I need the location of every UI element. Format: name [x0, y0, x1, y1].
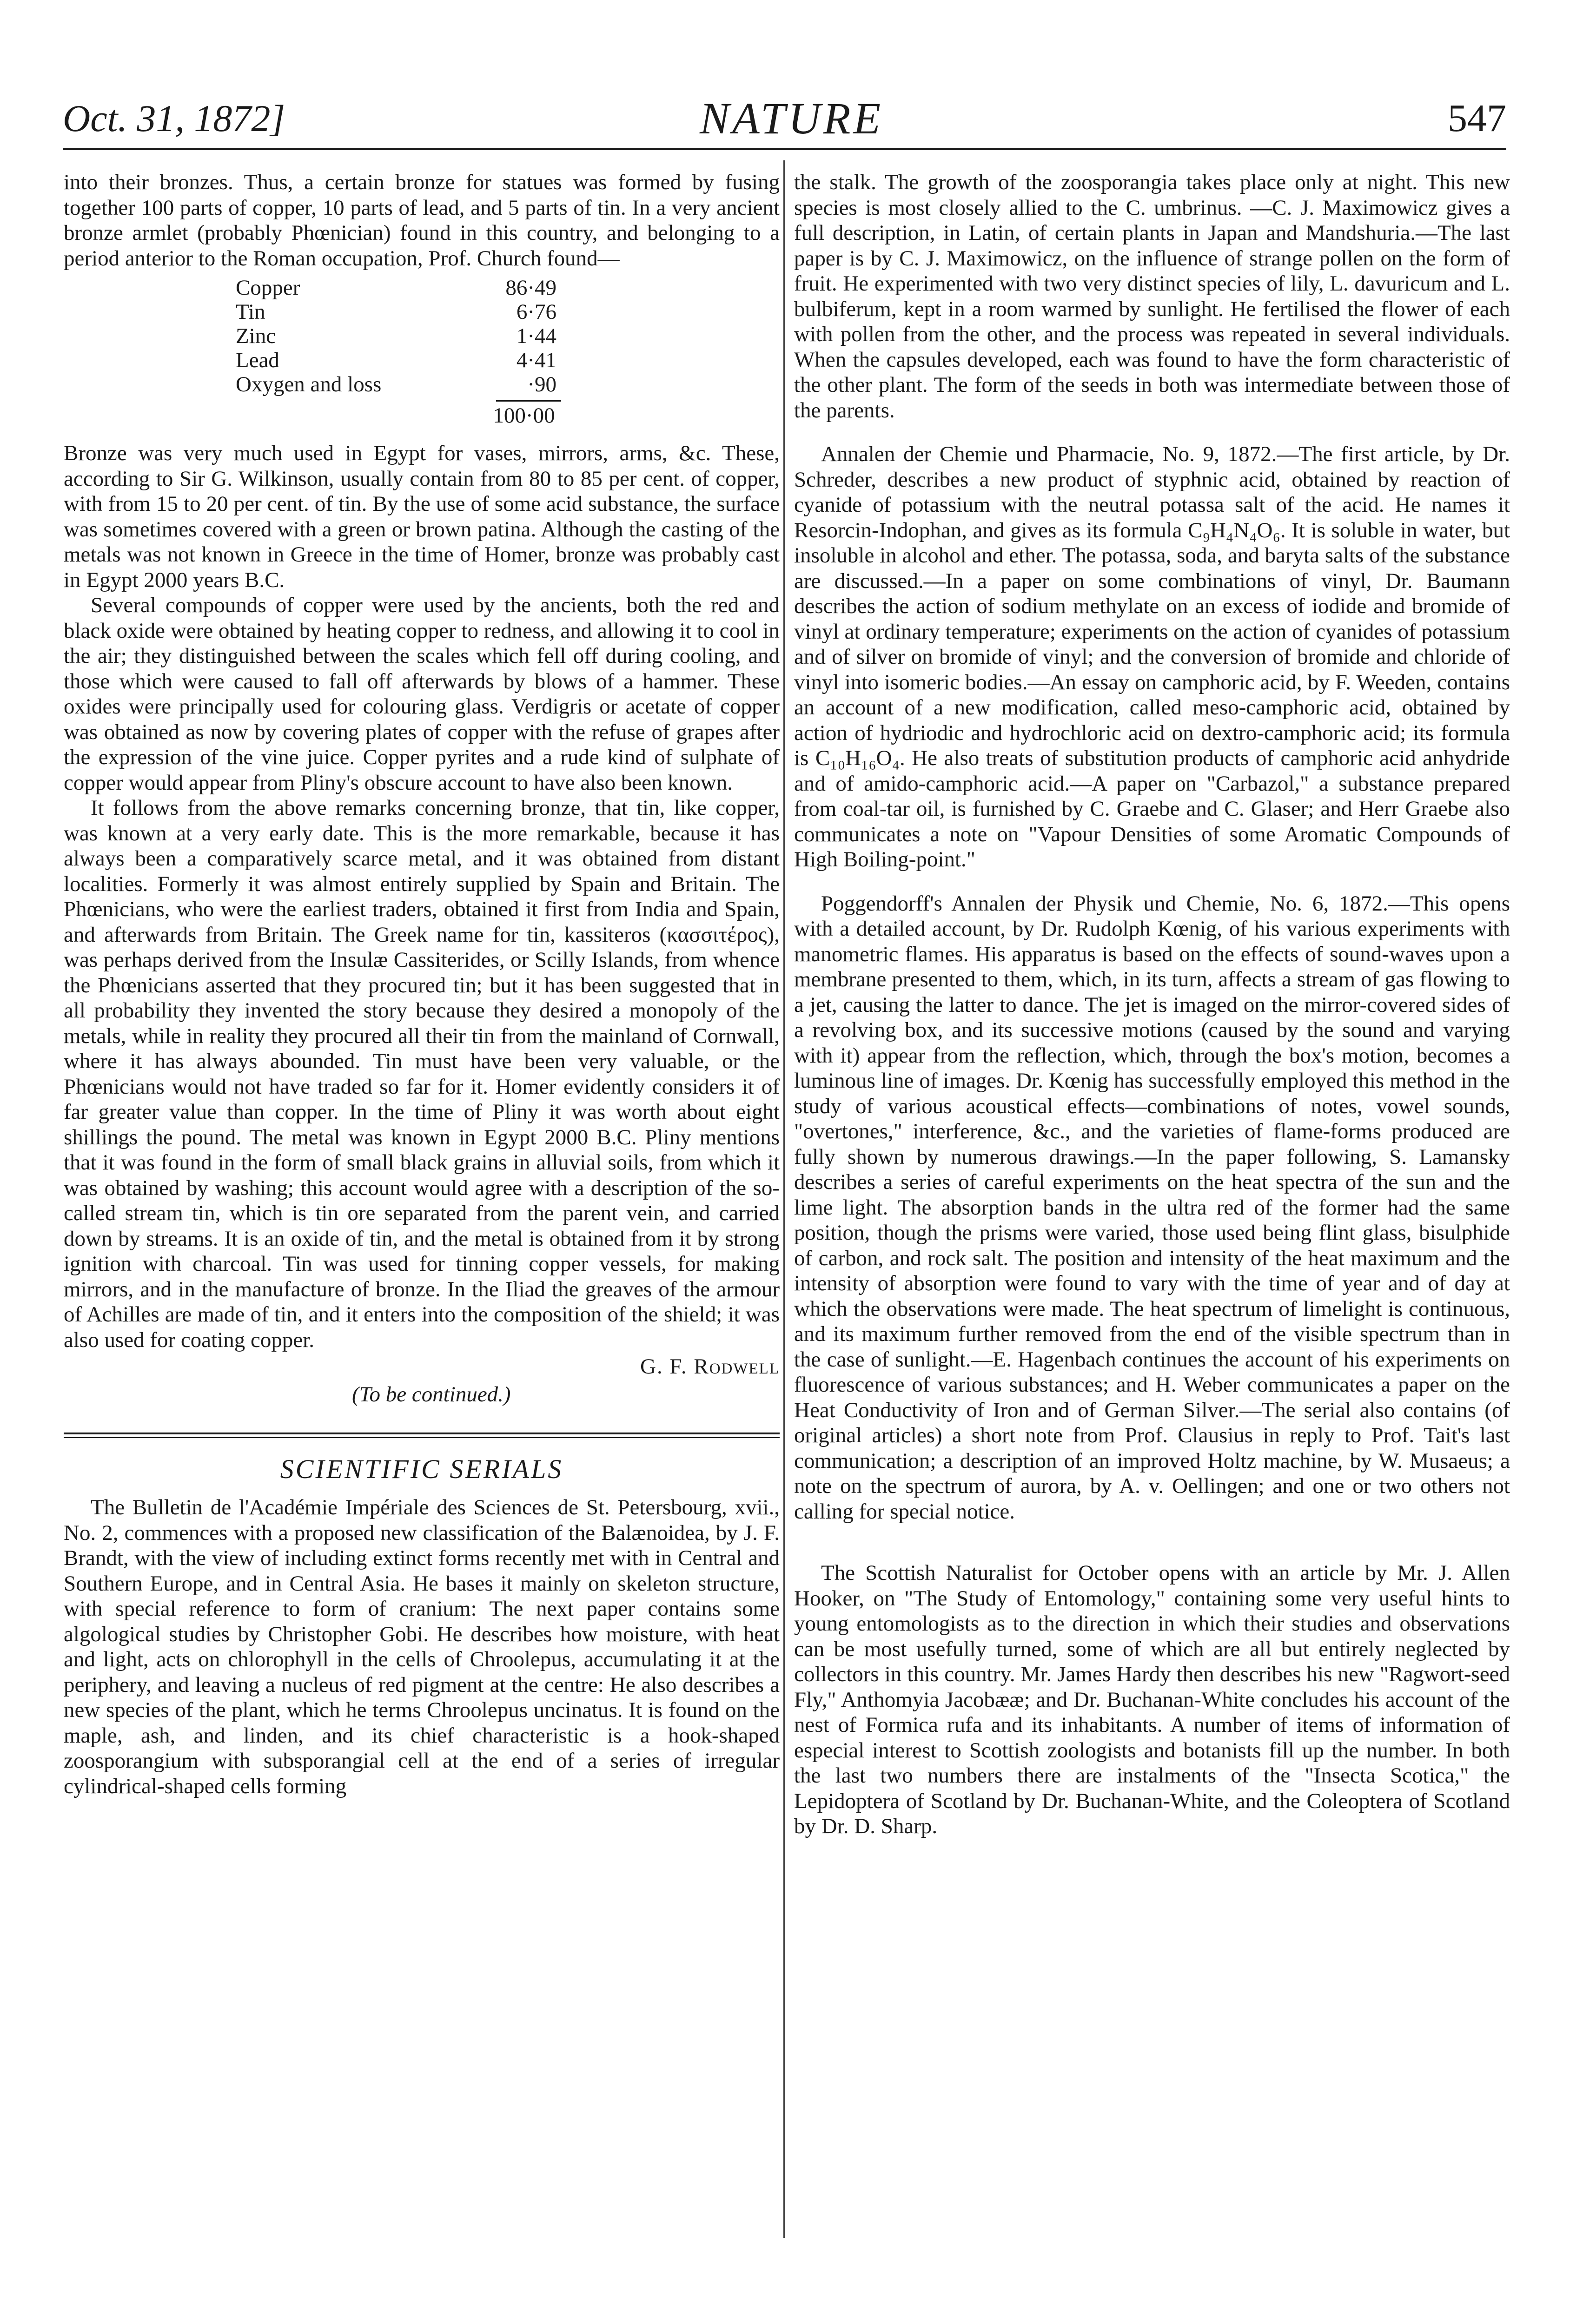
metal-name: Zinc [236, 324, 276, 348]
author-signature: G. F. Rodwell [640, 1354, 780, 1379]
section-heading: SCIENTIFIC SERIALS [280, 1454, 563, 1484]
paragraph-intro: into their bronzes. Thus, a certain bronze for statues was formed by fusing together 100 parts of copper, 10 parts of lead, and 5 parts of tin. In a very ancient bronze armlet (probably Phœnician) found in this country, and belonging to a period anterior to the Roman occupation, Prof. Church found— [64, 170, 780, 271]
paragraph-annalen-chemie: Annalen der Chemie und Pharmacie, No. 9, 1872.—The first article, by Dr. Schreder, describes a new product of styphnic acid, obtained by reaction of cyanide of potassium with the neutral potassa salt of the acid. He names it Resorcin-Indophan, and gives as its formula C₉H₄N₄O₆. It is soluble in water, but insoluble in alcohol and ether. The potassa, soda, and baryta salts of the substance are discussed.—In a paper on some combinations of vinyl, Dr. Baumann describes the action of sodium methylate on an excess of iodide and bromide of vinyl at ordinary temperature; experiments on the action of cyanides of potassium and of silver on bromide of vinyl; and the conversion of bromide and chloride of vinyl into isomeric bodies.—An essay on camphoric acid, by F. Weeden, contains an account of a new modification, called meso-camphoric acid, obtained by action of hydriodic and hydrochloric acid on dextro-camphoric acid; its formula is C₁₀H₁₆O₄. He also treats of substitution products of camphoric acid anhydride and of amido-camphoric acid.—A paper on "Carbazol," a substance prepared from coal-tar oil, is furnished by C. Graebe and C. Glaser; and Herr Graebe also communicates a note on "Vapour Densities of some Aromatic Compounds of High Boiling-point." [794, 442, 1510, 872]
composition-row [236, 348, 556, 372]
paragraph-poggendorff: Poggendorff's Annalen der Physik und Chemie, No. 6, 1872.—This opens with a detailed account, by Dr. Rudolph Kœnig, of his various experiments with manometric flames. His apparatus is based on the effects of sound-waves upon a membrane presented to them, which, in its turn, affects a stream of gas flowing to a jet, causing the latter to dance. The jet is imaged on the mirror-covered sides of a revolving box, and its successive motions (caused by the sound and varying with it) appear from the reflection, which, through the box's motion, becomes a luminous line of images. Dr. Kœnig has successfully employed this method in the study of various acoustical effects—combinations of notes, vowel sounds, "overtones," interference, &c., and the varieties of flame-forms produced are fully shown by numerous drawings.—In the paper following, S. Lamansky describes a series of careful experiments on the heat spectra of the sun and the lime light. The absorption bands in the ultra red of the former had the same position, though the prisms were varied, those used being flint glass, bisulphide of carbon, and rock salt. The position and intensity of the heat maximum and the intensity of absorption were found to vary with the time of year and of day at which the observations were made. The heat spectrum of limelight is continuous, and its maximum further removed from the end of the visible spectrum than in the case of sunlight.—E. Hagenbach continues the account of his experiments on fluorescence of various substances; and H. Weber communicates a paper on the Heat Conductivity of Iron and of German Silver.—The serial also contains (of original articles) a short note from Prof. Clausius in reply to Prof. Tait's last communication; a description of an improved Holtz machine, by W. Musaeus; a note on the spectrum of aurora, by A. v. Oellingen; and one or two others not calling for special notice. [794, 891, 1510, 1524]
masthead-title: NATURE [699, 93, 884, 143]
issue-date: Oct. 31, 1872] [63, 97, 285, 139]
paragraph-tin: It follows from the above remarks concerning bronze, that tin, like copper, was known at a very early date. This is the more remarkable, because it has always been a comparatively scarce metal, and it was obtained from distant localities. Formerly it was almost entirely supplied by Spain and Britain. The Phœnicians, who were the earliest traders, obtained it first from India and Spain, and afterwards from Britain. The Greek name for tin, kassiteros (κασσιτέρος), was perhaps derived from the Insulæ Cassiterides, or Scilly Islands, from whence the Phœnicians asserted that they procured tin; but it has been suggested that in all probability they invented the story because they desired a monopoly of the metals, while in reality they procured all their tin from the mainland of Cornwall, where it has always abounded. Tin must have been very valuable, or the Phœnicians would not have traded so far for it. Homer evidently considers it of far greater value than copper. In the time of Pliny it was worth about eight shillings the pound. The metal was known in Egypt 2000 B.C. Pliny mentions that it was found in the form of small black grains in alluvial soils, from which it was obtained by washing; this account would agree with a description of the so-called stream tin, which is tin ore separated from the parent vein, and carried down by streams. It is an oxide of tin, and the metal is obtained from it by strong ignition with charcoal. Tin was used for tinning copper vessels, for making mirrors, and in the manufacture of bronze. In the Iliad the greaves of the armour of Achilles are made of tin, and it enters into the composition of the shield; it was also used for coating copper. [64, 796, 780, 1352]
metal-value: 86·49 [505, 276, 556, 300]
paragraph-stalk: the stalk. The growth of the zoosporangia takes place only at night. This new species is most closely allied to the C. umbrinus. —C. J. Maximowicz gives a full description, in Latin, of certain plants in Japan and Mandshuria.—The last paper is by C. J. Maximowicz, on the influence of strange pollen on the form of fruit. He experimented with two very distinct species of lily, L. davuricum and L. bulbiferum, kept in a room warmed by sunlight. He fertilised the flower of each with pollen from the other, and the process was repeated in several individuals. When the capsules developed, each was found to have the form characteristic of the other plant. The form of the seeds in both was intermediate between those of the parents. [794, 170, 1510, 423]
composition-total: 100·00 [493, 403, 555, 428]
paragraph-copper-compounds: Several compounds of copper were used by the ancients, both the red and black oxide were obtained by heating copper to redness, and allowing it to cool in the air; they distinguished between the scales which fell off during cooling, and those which were caused to fall off afterwards by blows of a hammer. These oxides were principally used for colouring glass. Verdigris or acetate of copper was obtained as now by covering plates of copper with the refuse of grapes after the expression of the vine juice. Copper pyrites and a rude kind of sulphate of copper would appear from Pliny's obscure account to have also been known. [64, 593, 780, 795]
composition-row [236, 300, 556, 324]
to-be-continued: (To be continued.) [352, 1382, 511, 1406]
composition-row [236, 324, 556, 348]
column-divider [783, 160, 785, 2238]
metal-value: 4·41 [516, 348, 556, 372]
header-rule [63, 148, 1506, 150]
composition-row [236, 276, 556, 300]
paragraph-bronze-egypt: Bronze was very much used in Egypt for vases, mirrors, arms, &c. These, according to Sir G. Wilkinson, usually contain from 80 to 85 per cent. of copper, with from 15 to 20 per cent. of tin. By the use of some acid substance, the surface was sometimes covered with a green or brown patina. Although the casting of the metals was not known in Greece in the time of Homer, bronze was probably cast in Egypt 2000 years B.C. [64, 441, 780, 592]
metal-name: Tin [236, 300, 265, 324]
paragraph-bulletin: The Bulletin de l'Académie Impériale des Sciences de St. Petersbourg, xvii., No. 2, commences with a proposed new classification of the Balænoidea, by J. F. Brandt, with the view of including extinct forms recently met with in Central and Southern Europe, and in Central Asia. He bases it mainly on skeleton structure, with special reference to form of cranium: The next paper contains some algological studies by Christopher Gobi. He describes how moisture, with heat and light, acts on chlorophyll in the cells of Chroolepus, accumulating it at the periphery, and leaving a nucleus of red pigment at the centre: He also describes a new species of the plant, which he terms Chroolepus uncinatus. It is found on the maple, ash, and linden, and its chief characteristic is a hook-shaped zoosporangium with subsporangial cell at the end of a series of irregular cylindrical-shaped cells forming [64, 1495, 780, 1798]
left-column [64, 170, 780, 1799]
section-separator-thin [64, 1437, 780, 1438]
metal-name: Oxygen and loss [236, 372, 382, 396]
metal-name: Lead [236, 348, 279, 372]
right-column [794, 170, 1510, 1839]
metal-value: 1·44 [516, 324, 556, 348]
paragraph-scottish-naturalist: The Scottish Naturalist for October opens with an article by Mr. J. Allen Hooker, on "The Study of Entomology," containing some very useful hints to young entomologists as to the direction in which their studies and observations can be most usefully turned, some of which are all but entirely neglected by collectors in this country. Mr. James Hardy then describes his new "Ragwort-seed Fly," Anthomyia Jacobææ; and Dr. Buchanan-White concludes his account of the nest of Formica rufa and its inhabitants. A number of items of information of especial interest to Scottish zoologists and botanists fill up the number. In both the last two numbers there are instalments of the "Insecta Scotica," the Lepidoptera of Scotland by Dr. Buchanan-White, and the Coleoptera of Scotland by Dr. D. Sharp. [794, 1561, 1510, 1838]
metal-value: 6·76 [516, 300, 556, 324]
page-number: 547 [1448, 97, 1506, 140]
composition-row [236, 372, 556, 396]
composition-table [236, 276, 556, 429]
metal-name: Copper [236, 276, 300, 300]
section-separator [64, 1433, 780, 1434]
metal-value: ·90 [527, 372, 556, 396]
